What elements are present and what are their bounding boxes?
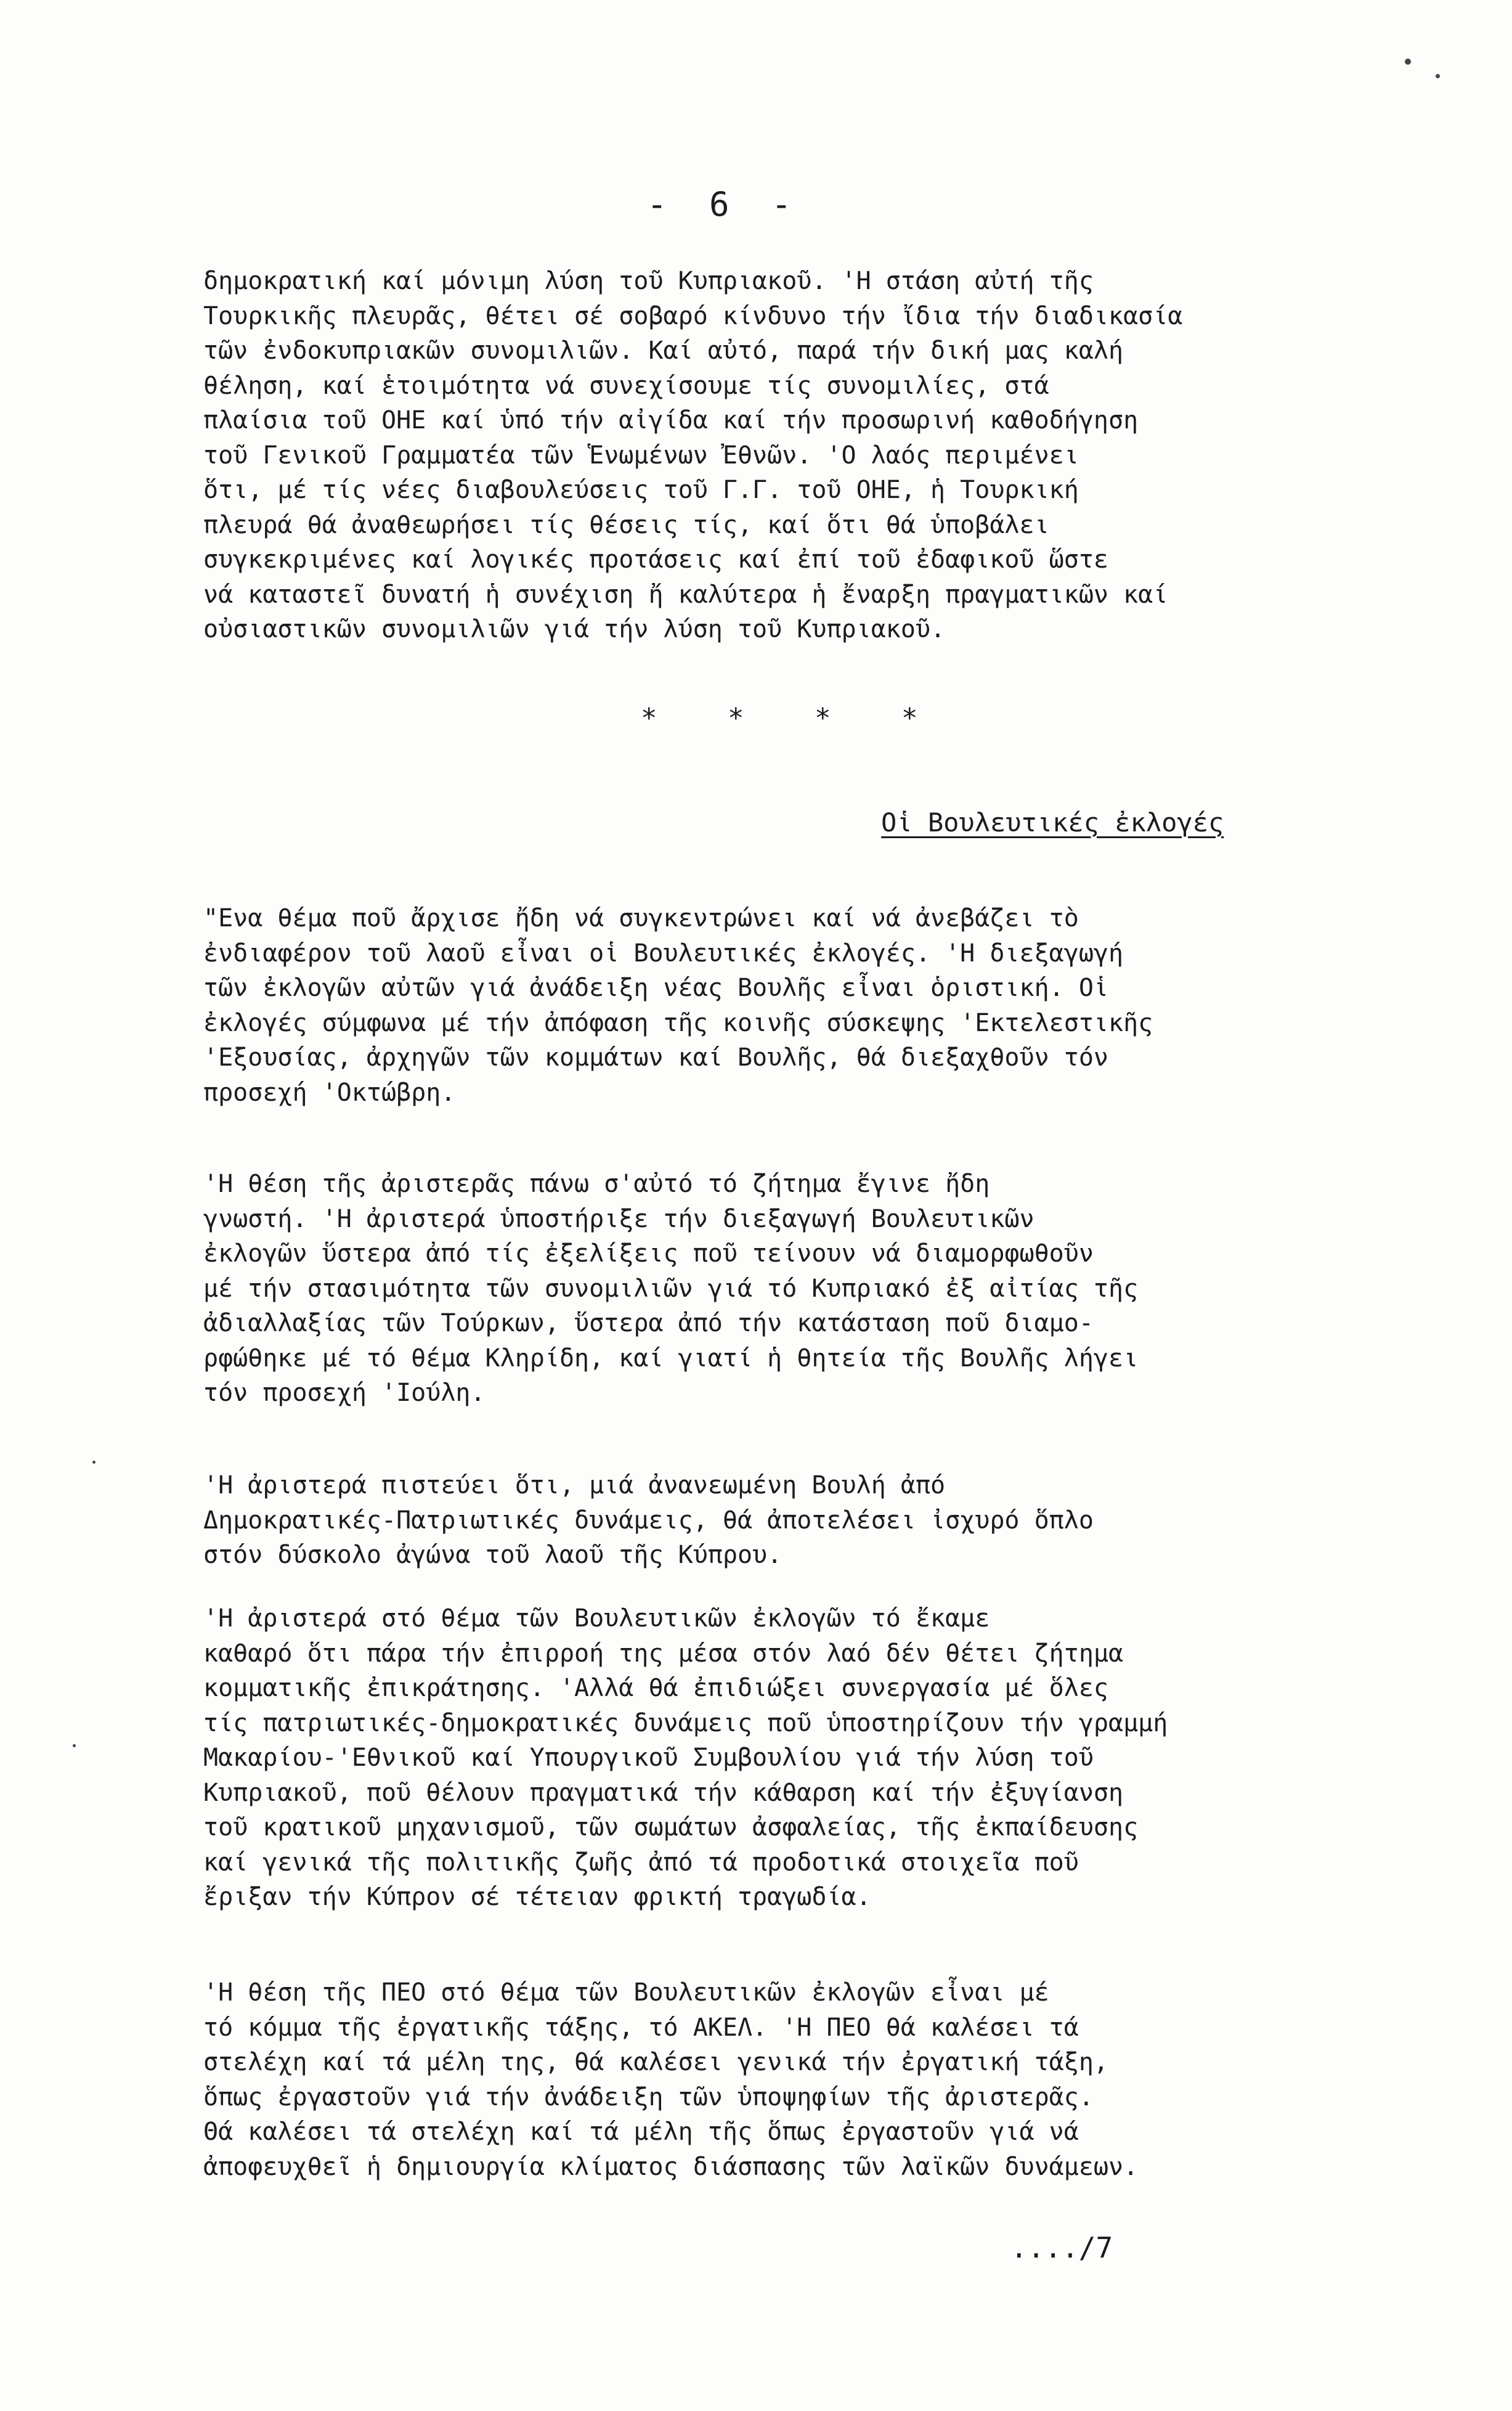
text-line: τίς πατριωτικές-δημοκρατικές δυνάμεις ποῦ ὑποστηρίζουν τήν γραμμή xyxy=(203,1708,1168,1737)
text-line: ὅπως ἐργαστοῦν γιά τήν ἀνάδειξη τῶν ὑποψηφίων τῆς ἀριστερᾶς. xyxy=(203,2083,1094,2111)
text-line: "Ενα θέμα ποῦ ἄρχισε ἤδη νά συγκεντρώνει καί νά ἀνεβάζει τὸ xyxy=(203,904,1079,932)
text-line: συγκεκριμένες καί λογικές προτάσεις καί ἐπί τοῦ ἐδαφικοῦ ὥστε xyxy=(203,545,1109,574)
text-line: μέ τήν στασιμότητα τῶν συνομιλιῶν γιά τό Κυπριακό ἐξ αἰτίας τῆς xyxy=(203,1274,1139,1303)
intro-paragraph xyxy=(203,264,1374,647)
text-line: ἐνδιαφέρον τοῦ λαοῦ εἶναι οἱ Βουλευτικές ἐκλογές. 'Η διεξαγωγή xyxy=(203,939,1124,968)
text-line: τῶν ἐνδοκυπριακῶν συνομιλιῶν. Καί αὐτό, παρά τήν δική μας καλή xyxy=(203,337,1124,365)
paragraph-elections xyxy=(203,901,1374,1110)
text-line: 'Εξουσίας, ἀρχηγῶν τῶν κομμάτων καί Βουλῆς, θά διεξαχθοῦν τόν xyxy=(203,1043,1109,1072)
text-line: Θά καλέσει τά στελέχη καί τά μέλη τῆς ὅπως ἐργαστοῦν γιά νά xyxy=(203,2118,1079,2146)
text-line: Κυπριακοῦ, ποῦ θέλουν πραγματικά τήν κάθαρση καί τήν ἐξυγίανση xyxy=(203,1778,1124,1807)
scan-speck xyxy=(1405,59,1411,65)
page-number: - 6 - xyxy=(647,185,803,224)
paragraph-left-cooperation xyxy=(203,1601,1374,1915)
paragraph-left-position xyxy=(203,1167,1374,1411)
text-line: θέληση, καί ἑτοιμότητα νά συνεχίσουμε τίς συνομιλίες, στά xyxy=(203,371,1049,400)
section-heading: Οἱ Βουλευτικές ἐκλογές xyxy=(881,807,1224,838)
scan-speck xyxy=(73,1744,76,1747)
text-line: 'Η ἀριστερά πιστεύει ὅτι, μιά ἀνανεωμένη Βουλή ἀπό xyxy=(203,1471,946,1499)
text-line: ἐκλογές σύμφωνα μέ τήν ἀπόφαση τῆς κοινῆς σύσκεψης 'Εκτελεστικῆς xyxy=(203,1008,1153,1037)
section-separator: * * * * xyxy=(641,703,945,734)
text-line: τό κόμμα τῆς ἐργατικῆς τάξης, τό ΑΚΕΛ. 'Η ΠΕΟ θά καλέσει τά xyxy=(203,2013,1079,2042)
text-line: ἔριξαν τήν Κύπρον σέ τέτειαν φρικτή τραγωδία. xyxy=(203,1883,871,1911)
text-line: γνωστή. 'Η ἀριστερά ὑποστήριξε τήν διεξαγωγή Βουλευτικῶν xyxy=(203,1204,1034,1233)
page-continuation-marker: ..../7 xyxy=(1010,2231,1113,2264)
text-line: 'Η θέση τῆς ΠΕΟ στό θέμα τῶν Βουλευτικῶν ἐκλογῶν εἶναι μέ xyxy=(203,1978,1049,2007)
text-line: 'Η θέση τῆς ἀριστερᾶς πάνω σ'αὐτό τό ζήτημα ἔγινε ἤδη xyxy=(203,1170,990,1198)
text-line: καί γενικά τῆς πολιτικῆς ζωῆς ἀπό τά προδοτικά στοιχεῖα ποῦ xyxy=(203,1848,1079,1877)
text-line: τῶν ἐκλογῶν αὐτῶν γιά ἀνάδειξη νέας Βουλῆς εἶναι ὁριστική. Οἱ xyxy=(203,974,1109,1002)
text-line: ἐκλογῶν ὕστερα ἀπό τίς ἐξελίξεις ποῦ τείνουν νά διαμορφωθοῦν xyxy=(203,1239,1094,1268)
text-line: πλευρά θά ἀναθεωρήσει τίς θέσεις τίς, καί ὅτι θά ὑποβάλει xyxy=(203,510,1049,539)
text-line: Δημοκρατικές-Πατριωτικές δυνάμεις, θά ἀποτελέσει ἰσχυρό ὅπλο xyxy=(203,1506,1094,1535)
text-line: πλαίσια τοῦ ΟΗΕ καί ὑπό τήν αἰγίδα καί τήν προσωρινή καθοδήγηση xyxy=(203,406,1139,434)
text-line: ρφώθηκε μέ τό θέμα Κληρίδη, καί γιατί ἡ θητεία τῆς Βουλῆς λήγει xyxy=(203,1344,1139,1373)
paragraph-left-belief xyxy=(203,1468,1374,1573)
text-line: τόν προσεχή 'Ιούλη. xyxy=(203,1379,486,1407)
text-line: ἀποφευχθεῖ ἡ δημιουργία κλίματος διάσπασης τῶν λαϊκῶν δυνάμεων. xyxy=(203,2152,1139,2181)
scan-speck xyxy=(92,1461,96,1464)
text-line: νά καταστεῖ δυνατή ἡ συνέχιση ἤ καλύτερα ἡ ἔναρξη πραγματικῶν καί xyxy=(203,580,1168,609)
text-line: κομματικῆς ἐπικράτησης. 'Αλλά θά ἐπιδιώξει συνεργασία μέ ὅλες xyxy=(203,1674,1109,1702)
text-line: ὅτι, μέ τίς νέες διαβουλεύσεις τοῦ Γ.Γ. τοῦ ΟΗΕ, ἡ Τουρκική xyxy=(203,476,1079,504)
text-line: προσεχή 'Οκτώβρη. xyxy=(203,1078,456,1107)
text-line: τοῦ Γενικοῦ Γραμματέα τῶν Ἑνωμένων Ἐθνῶν. 'Ο λαός περιμένει xyxy=(203,441,1079,470)
text-line: 'Η ἀριστερά στό θέμα τῶν Βουλευτικῶν ἐκλογῶν τό ἔκαμε xyxy=(203,1604,990,1633)
text-line: δημοκρατική καί μόνιμη λύση τοῦ Κυπριακοῦ. 'Η στάση αὐτή τῆς xyxy=(203,267,1094,295)
text-line: ἀδιαλλαξίας τῶν Τούρκων, ὕστερα ἀπό τήν κατάσταση ποῦ διαμο- xyxy=(203,1309,1094,1337)
text-line: Τουρκικῆς πλευρᾶς, θέτει σέ σοβαρό κίνδυνο τήν ἴδια τήν διαδικασία xyxy=(203,301,1183,330)
text-line: οὐσιαστικῶν συνομιλιῶν γιά τήν λύση τοῦ Κυπριακοῦ. xyxy=(203,615,946,643)
text-line: στόν δύσκολο ἀγώνα τοῦ λαοῦ τῆς Κύπρου. xyxy=(203,1541,782,1569)
scan-speck xyxy=(1436,74,1440,78)
text-line: τοῦ κρατικοῦ μηχανισμοῦ, τῶν σωμάτων ἀσφαλείας, τῆς ἐκπαίδευσης xyxy=(203,1813,1139,1842)
paragraph-peo-position xyxy=(203,1975,1374,2184)
text-line: καθαρό ὅτι πάρα τήν ἐπιρροή της μέσα στόν λαό δέν θέτει ζήτημα xyxy=(203,1639,1124,1668)
text-line: Μακαρίου-'Εθνικοῦ καί Υπουργικοῦ Συμβουλίου γιά τήν λύση τοῦ xyxy=(203,1744,1094,1772)
text-line: στελέχη καί τά μέλη της, θά καλέσει γενικά τήν ἐργατική τάξη, xyxy=(203,2048,1109,2076)
